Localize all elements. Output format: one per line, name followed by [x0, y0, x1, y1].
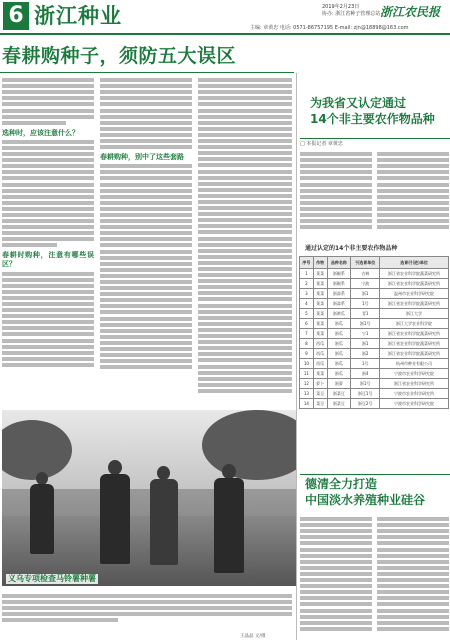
table-cell: 莱菜: [313, 269, 327, 279]
sidebar-text-right: [377, 150, 449, 236]
table-cell: 浙菜豆: [327, 399, 351, 409]
table-row: [300, 329, 449, 339]
table-cell: 浙蒜系: [327, 289, 351, 299]
table-row: [300, 309, 449, 319]
table-cell: 浙江省农业科学研究所: [380, 379, 449, 389]
table-cell: 莱菜: [313, 279, 327, 289]
table-cell: 浙黄瓜: [327, 309, 351, 319]
table-cell: 萝卜: [313, 379, 327, 389]
table-row: [300, 359, 449, 369]
table-cell: 2: [300, 279, 314, 289]
table-header-cell: 选育(引进)单位: [380, 257, 449, 269]
table-cell: 浙江省农业科学院蔬菜研究所: [380, 279, 449, 289]
table-cell: 浙1: [351, 289, 380, 299]
table-cell: 浙江大学: [380, 309, 449, 319]
table-cell: 浙椒系: [327, 269, 351, 279]
table-header-row: [300, 257, 449, 269]
table-cell: 浙萝: [327, 379, 351, 389]
table-title: 通过认定的14个非主要农作物品种: [305, 245, 398, 252]
table-cell: 莱菜: [313, 369, 327, 379]
sidebar-headline-line1: 为我省又认定通过: [310, 96, 407, 110]
table-cell: 浙4: [351, 369, 380, 379]
photo-caption: 义乌专项检查马铃薯种薯: [8, 574, 96, 583]
table-cell: 1号: [351, 359, 380, 369]
table-cell: 浙江省农业科学院蔬菜研究所: [380, 339, 449, 349]
table-cell: 浙瓜: [327, 339, 351, 349]
table-header-cell: 序号: [300, 257, 314, 269]
article-column-2: [100, 76, 192, 406]
page-header: [0, 0, 450, 34]
table-row: [300, 299, 449, 309]
bottom-article-text-left: [300, 515, 372, 637]
header-rule: [0, 33, 450, 35]
table-cell: 12: [300, 379, 314, 389]
table-cell: 浙1号: [351, 379, 380, 389]
table-cell: 温州市农业科学研究院: [380, 289, 449, 299]
table-cell: 浙江省农业科学院蔬菜研究所: [380, 349, 449, 359]
table-cell: 1号: [351, 299, 380, 309]
table-cell: 浙江省农业科学院蔬菜研究所: [380, 299, 449, 309]
main-headline: 春耕购种子，须防五大误区: [2, 45, 237, 67]
table-cell: 宁1: [351, 329, 380, 339]
table-cell: 浙1号: [351, 319, 380, 329]
news-photo: [2, 410, 296, 586]
sidebar-byline: □ 本报记者 章黄忠: [300, 141, 343, 147]
table-cell: 浙2: [351, 349, 380, 359]
table-header-cell: 引选育单位: [351, 257, 380, 269]
table-cell: 浙瓜: [327, 359, 351, 369]
table-cell: 浙瓜: [327, 329, 351, 339]
table-cell: 13: [300, 389, 314, 399]
table-row: [300, 369, 449, 379]
table-cell: 3: [300, 289, 314, 299]
photo-credit: 王晶晶 文/摄: [240, 634, 266, 639]
table-cell: 浙江大学农业科学院: [380, 319, 449, 329]
table-cell: 浙1: [351, 339, 380, 349]
table-cell: 浙菜豆: [327, 389, 351, 399]
table-row: [300, 339, 449, 349]
table-row: [300, 399, 449, 409]
table-cell: 青1: [351, 309, 380, 319]
table-cell: 浙瓜: [327, 349, 351, 359]
bottom-article-rule: [300, 474, 450, 475]
table-row: [300, 269, 449, 279]
table-cell: 杭州市种业有限公司: [380, 359, 449, 369]
section-title: 浙江种业: [34, 4, 122, 28]
headline-rule: [0, 72, 294, 73]
table-row: [300, 319, 449, 329]
table-cell: 11: [300, 369, 314, 379]
photo-caption-text: [2, 592, 292, 632]
subhead-2: 春耕时购种，注意有哪些误区？: [2, 251, 94, 269]
subhead-1: 选种时，应该注意什么？: [2, 128, 79, 137]
table-cell: 宁波: [351, 279, 380, 289]
table-cell: 浙江省农业科学院蔬菜研究所: [380, 329, 449, 339]
bottom-headline-line2: 中国淡水养殖种业硅谷: [305, 493, 426, 507]
table-cell: 莱菜: [313, 319, 327, 329]
table-cell: 4: [300, 299, 314, 309]
table-cell: 浙豆1号: [351, 389, 380, 399]
sidebar-headline-line2: 14个非主要农作物品种: [310, 112, 435, 126]
edition-line: 协办: 浙江省种子管理总站: [322, 11, 381, 17]
article-column-1: [2, 76, 94, 406]
table-cell: 宁波市农业科学研究院: [380, 399, 449, 409]
table-cell: 莱菜: [313, 329, 327, 339]
table-cell: 浙江省农业科学院蔬菜研究所: [380, 269, 449, 279]
table-row: [300, 279, 449, 289]
sidebar-text-left: [300, 150, 372, 236]
table-row: [300, 349, 449, 359]
table-row: [300, 289, 449, 299]
table-cell: 莱菜: [313, 309, 327, 319]
table-row: [300, 379, 449, 389]
table-cell: 7: [300, 329, 314, 339]
column-separator: [296, 73, 297, 640]
table-cell: 西瓜: [313, 359, 327, 369]
table-cell: 浙椒系: [327, 279, 351, 289]
contact-line: 主编: 章黄忠 电话: 0571-86757195 E-mail: zjn@18898@163.com: [250, 25, 409, 31]
table-cell: 莱菜: [313, 289, 327, 299]
table-cell: 14: [300, 399, 314, 409]
bottom-headline-line1: 德清全力打造: [305, 477, 378, 491]
table-cell: 西瓜: [313, 349, 327, 359]
article-column-3: [198, 76, 292, 406]
table-header-cell: 作物: [313, 257, 327, 269]
table-cell: 1: [300, 269, 314, 279]
table-cell: 浙瓜: [327, 369, 351, 379]
table-header-cell: 品种名称: [327, 257, 351, 269]
table-cell: 9: [300, 349, 314, 359]
table-cell: 莱菜: [313, 299, 327, 309]
table-cell: 吉林: [351, 269, 380, 279]
table-cell: 浙蒜系: [327, 299, 351, 309]
table-cell: 5: [300, 309, 314, 319]
table-cell: 6: [300, 319, 314, 329]
table-cell: 宁波市农业科学研究所: [380, 389, 449, 399]
table-cell: 菜豆: [313, 389, 327, 399]
subhead-3: 春耕购种，别中了这些套路: [100, 153, 184, 162]
table-cell: 浙豆2号: [351, 399, 380, 409]
sidebar-rule: [300, 138, 450, 139]
page-number: 6: [3, 2, 29, 30]
table-cell: 菜豆: [313, 399, 327, 409]
bottom-article-text-right: [377, 515, 449, 637]
table-cell: 西瓜: [313, 339, 327, 349]
table-cell: 8: [300, 339, 314, 349]
table-cell: 10: [300, 359, 314, 369]
varieties-table: [299, 256, 449, 409]
table-cell: 宁波市农业科学研究院: [380, 369, 449, 379]
issue-date: 2019年2月23日: [322, 4, 360, 10]
table-cell: 浙瓜: [327, 319, 351, 329]
newspaper-logo: 浙江农民报: [380, 5, 441, 19]
table-row: [300, 389, 449, 399]
